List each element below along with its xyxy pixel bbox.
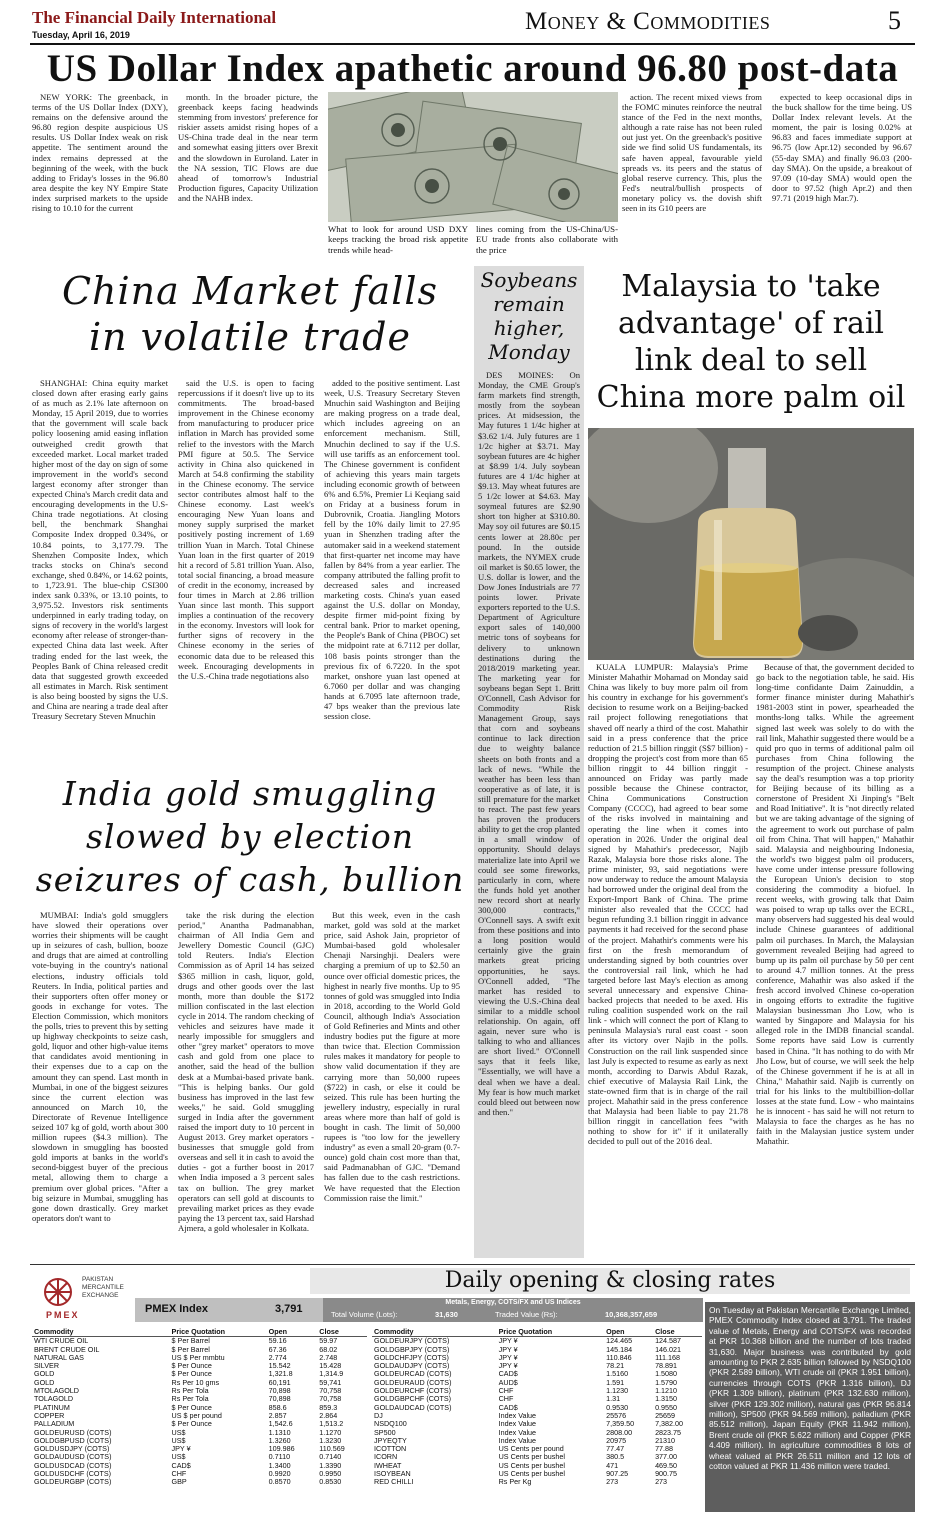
section-title: Money & Commodities — [525, 8, 771, 35]
table-cell: $ Per Barrel — [171, 1344, 210, 1354]
table-cell: 78.891 — [655, 1361, 678, 1371]
table-cell: Index Value — [498, 1419, 537, 1429]
table-cell: 15.542 — [268, 1361, 291, 1371]
table-cell: GOLD — [34, 1377, 55, 1387]
table-cell: GOLD — [34, 1369, 55, 1379]
table-cell: 78.21 — [606, 1361, 625, 1371]
table-cell: $ Per Barrel — [171, 1336, 210, 1346]
table-cell: 1.5080 — [655, 1369, 678, 1379]
table-cell: 15.428 — [319, 1361, 342, 1371]
table-cell: GOLDEURJPY (COTS) — [374, 1336, 450, 1346]
table-cell: 77.47 — [606, 1444, 625, 1454]
table-cell: 25659 — [655, 1410, 676, 1420]
table-cell: IWHEAT — [374, 1460, 402, 1470]
table-cell: GOLDUSDCHF (COTS) — [34, 1469, 112, 1479]
table-cell: 0.9530 — [606, 1402, 629, 1412]
table-cell: 1.1270 — [319, 1427, 342, 1437]
total-volume-label: Total Volume (Lots): — [331, 1310, 398, 1319]
soybeans-col: DES MOINES: On Monday, the CME Group's farm markets find strength, mostly from the soybean prices. At midsession, the May futures 1 1/4c higher at $3.62 1/4. July futures are 1 1/2c higher at $3.71. May soybean futures are 4c higher at $8.99 1/4. July soybean futures are 4 1/4c higher at $9.13. May wheat futures are 5 1/2c lower at $4.63. May soymeal futures are $2.90 short ton higher at $310.80. May soy oil futures are $0.15 cents lower at 28.80c per pound. In the outside markets, the NYMEX crude oil market is $0.65 lower, the U.S. dollar is lower, and the Dow Jones Industrials are 77 points lower. Private exporters reported to the U.S. Department of Agriculture export sales of 140,000 metric tons of soybeans for delivery to unknown destinations during the 2018/2019 marketing year. The marketing year for soybeans began Sept 1. Britt O'Connell, Cash Advisor for Commodity Risk Management Group, says that corn and soybeans continue to lack direction due to weighty balance sheets on both fronts and a lack of news. "While the weather has been less than cooperative as of late, it is still premature for the market to react. The past few years has proven the producers ability to get the crop planted in a small window of opportunity. Should delays materialize late into April we could see some fireworks, particularly in corn, where the funds hold yet another new record short at nearly 300,000 contracts," O'Connell says. A swift exit from these positions and into a long position would certainly give the grain markets great pricing opportunities, he says. O'Connell added, "The market has resided to viewing the U.S.-China deal similar to a middle school relationship. On again, off again, never sure who is talking to who and alliances are short lived." O'Connell says that it feels like, "Essentially, we will have a deal when we have a deal. My fear is how much market could bleed out between now and then." — [478, 370, 580, 1117]
table-cell: ICORN — [374, 1452, 398, 1462]
table-cell: GOLDCHFJPY (COTS) — [374, 1352, 449, 1362]
issue-date: Tuesday, April 16, 2019 — [32, 30, 130, 40]
table-row — [372, 1412, 702, 1420]
table-cell: 1,321.8 — [268, 1369, 293, 1379]
header-divider — [30, 43, 915, 45]
table-cell: CAD$ — [498, 1369, 518, 1379]
table-cell: 0.7110 — [268, 1452, 291, 1462]
table-cell: 25576 — [606, 1410, 627, 1420]
table-cell: JPY ¥ — [498, 1352, 518, 1362]
table-cell: 67.36 — [268, 1344, 287, 1354]
table-cell: 900.75 — [655, 1469, 678, 1479]
table-cell: 20975 — [606, 1435, 627, 1445]
total-volume-value: 31,630 — [435, 1310, 458, 1319]
col-header-close: Close — [317, 1328, 367, 1337]
table-cell: 1.3400 — [268, 1460, 291, 1470]
soybeans-headline: Soybeans remain higher, Monday — [480, 268, 578, 364]
table-cell: $ Per Ounce — [171, 1402, 212, 1412]
table-cell: 70,758 — [319, 1394, 342, 1404]
table-cell: AUD$ — [498, 1377, 518, 1387]
rates-table-left — [32, 1328, 367, 1487]
table-cell: GOLDAUDJPY (COTS) — [374, 1361, 450, 1371]
table-cell: 7,359.50 — [606, 1419, 635, 1429]
dollar-index-col-5: expected to keep occasional dips in the buck shallow for the time being. US Dollar Index relevant levels. At the moment, the pair is losing 0.02% at 96.83 and faces immediate support at 96.75 (low Apr.12) seconded by 96.67 (55-day SMA) and finally 96.03 (200-day SMA). On the upside, a breakout of 97.09 (10-day SMA) would open the door to 97.52 (high Apr.2) and then 97.71 (2019 high Mar.7). — [772, 92, 912, 203]
table-cell: Rs Per Tola — [171, 1386, 209, 1396]
table-cell: 2.748 — [319, 1352, 338, 1362]
table-cell: TOLAGOLD — [34, 1394, 74, 1404]
table-cell: Index Value — [498, 1410, 537, 1420]
table-cell: NSDQ100 — [374, 1419, 407, 1429]
table-cell: GOLDAUDCAD (COTS) — [374, 1402, 452, 1412]
pmex-index-label: PMEX Index — [145, 1303, 208, 1315]
table-cell: JPY ¥ — [171, 1444, 191, 1454]
table-cell: CHF — [498, 1394, 514, 1404]
table-cell: US $ Per mmbtu — [171, 1352, 225, 1362]
table-cell: 1.3150 — [655, 1394, 678, 1404]
india-gold-headline: India gold smuggling slowed by election seizures of cash, bullion — [35, 774, 465, 899]
table-cell: CAD$ — [498, 1402, 518, 1412]
table-cell: 21310 — [655, 1435, 676, 1445]
table-cell: 273 — [606, 1477, 619, 1487]
col-header-commodity: Commodity — [32, 1328, 170, 1337]
table-cell: CHF — [498, 1386, 514, 1396]
table-cell: 68.02 — [319, 1344, 338, 1354]
table-cell: 1.5790 — [655, 1377, 678, 1387]
col-header-price-quotation: Price Quotation — [170, 1328, 267, 1337]
table-cell: 0.9920 — [268, 1469, 291, 1479]
table-cell: ISOYBEAN — [374, 1469, 411, 1479]
table-cell: US$ — [171, 1427, 186, 1437]
table-cell: GBP — [171, 1477, 187, 1487]
table-cell: NATURAL GAS — [34, 1352, 84, 1362]
dollar-index-caption-right: lines coming from the US-China/US-EU trade fronts also collaborate with the price — [476, 224, 618, 255]
bar-heading: Metals, Energy, COTS/FX and US Indices — [445, 1299, 581, 1306]
dollar-bills-photo — [328, 92, 618, 222]
china-market-col-2: said the U.S. is open to facing repercussions if it doesn't live up to its commitments. The broad-based improvement in the Chinese economy from manufacturing to producer price inflation in March has provided some relief to the investors with the March PMI figure at 50.5. The Service activity in China also quickened in March at 54.8 confirming the stability in the Chinese economy. The service sector contributes almost half to the Chinese economy. Last week's encouraging New Yuan loans and money supply surprised the market positively posting increment of 1.69 trillion Yuan in March. Total Chinese Yuan loan in the first quarter of 2019 hit a record of 5.81 trillion Yuan. Also, total social financing, a broad measure of credit in the economy, increased by four times in March at 2.86 trillion Yuan since last month. This support implies a continuation of the recovery in the economy. Investors will look for further signs of recovery in the Chinese economy in the series of economic data due to be released this week. Encouraging developments in the U.S.-China trade negotiations also — [178, 378, 314, 681]
table-row — [372, 1478, 702, 1486]
table-cell: GOLDEURGBP (COTS) — [34, 1477, 112, 1487]
table-row — [32, 1478, 367, 1486]
table-cell: GOLDGBPJPY (COTS) — [374, 1344, 450, 1354]
china-market-col-1: SHANGHAI: China equity market closed down after erasing early gains of as much as 2.1% late afternoon on Monday, 15 April 2019, due to worries that the government will scale back policy loosening amid easing inflation outweighed credit growth that exceeded market. Local market traded higher most of the day on sign of some improvement in the world's second largest economy after stronger than expected China's March credit data and encouraging developments in the U.S-China trade negotiations. At closing bell, the benchmark Shanghai Composite Index dropped 0.34%, or 10.84 points, to 3,177.79. The Shenzhen Composite Index, which tracks stocks on China's second exchange, shed 0.84%, or 14.62 points, to 1,723.91. The blue-chip CSI300 index sank 0.33%, or 13.10 points, to 3,975.52. Investors risk sentiments underpinned in early trading today, on signs of recovery in the world's largest economy after release of stronger-than-expected China data last week. After trading ended for the last week, the Peoples Bank of China released credit data that suggested growth exceeded all estimates in March. Risk sentiment is also being boosted by signs the U.S. and China are nearing a trade deal after Treasury Secretary Steven Mnuchin — [32, 378, 168, 722]
table-cell: 907.25 — [606, 1469, 629, 1479]
malaysia-headline: Malaysia to 'take advantage' of rail link deal to sell China more palm oil — [596, 269, 906, 415]
table-cell: 1.5160 — [606, 1369, 629, 1379]
table-cell: 124.587 — [655, 1336, 682, 1346]
pmex-logo-abbr: PMEX — [46, 1310, 80, 1320]
table-cell: 1,314.9 — [319, 1369, 344, 1379]
table-cell: 1.31 — [606, 1394, 621, 1404]
table-cell: 70,758 — [319, 1386, 342, 1396]
table-cell: SILVER — [34, 1361, 60, 1371]
india-gold-col-2: take the risk during the election period," Anantha Padmanabhan, chairman of All India Gem and Jewellery Domestic Council (GJC) told Reuters. India's Election Commission as of April 14 has seized $365 million in cash, liquor, gold, drugs and other goods over the last month, more than double the $172 million confiscated in the last election cycle in 2014. The random checking of vehicles and seizures have made it nearly impossible for smugglers and other "grey market" operators to move cash and gold from one place to another, said the head of the bullion desk at a Mumbai-based private bank. "This is helping banks. Our gold business has improved in the last few weeks," he said. Gold smuggling surged in India after the government raised the import duty to 10 percent in August 2013. Grey market operators - businesses that smuggle gold from overseas and sell it in cash to avoid the duties - got a further boost in 2017 when India imposed a 3 percent sales tax on bullion. The grey market operators can sell gold at discounts to prevailing market prices as they evade paying the 13 percent tax, said Harshad Ajmera, a gold wholesaler in Kolkata. — [178, 910, 314, 1233]
table-row — [372, 1420, 702, 1428]
table-cell: GOLDGBPUSD (COTS) — [34, 1435, 112, 1445]
table-cell: PLATINUM — [34, 1402, 70, 1412]
table-cell: 109.986 — [268, 1444, 295, 1454]
table-row — [372, 1470, 702, 1478]
pmex-index-value: 3,791 — [275, 1303, 303, 1315]
table-cell: WTI CRUDE OIL — [34, 1336, 89, 1346]
table-cell: JPY ¥ — [498, 1344, 518, 1354]
table-cell: 77.88 — [655, 1444, 674, 1454]
table-cell: BRENT CRUDE OIL — [34, 1344, 100, 1354]
table-cell: GOLDUSDJPY (COTS) — [34, 1444, 110, 1454]
traded-value-label: Traded Value (Rs): — [495, 1310, 558, 1319]
table-cell: RED CHILLI — [374, 1477, 414, 1487]
table-cell: Index Value — [498, 1427, 537, 1437]
newspaper-name: The Financial Daily International — [32, 8, 277, 27]
table-cell: US$ — [171, 1452, 186, 1462]
table-cell: 0.8530 — [319, 1477, 342, 1487]
traded-value-value: 10,368,357,659 — [605, 1310, 658, 1319]
table-cell: MTOLAGOLD — [34, 1386, 79, 1396]
table-cell: 0.8570 — [268, 1477, 291, 1487]
table-cell: DJ — [374, 1410, 383, 1420]
table-cell: 1.3230 — [319, 1435, 342, 1445]
table-cell: 59,741 — [319, 1377, 342, 1387]
table-cell: 2823.75 — [655, 1427, 682, 1437]
table-cell: Rs Per 10 gms — [171, 1377, 220, 1387]
dollar-index-headline: US Dollar Index apathetic around 96.80 post-data — [46, 47, 899, 90]
table-cell: 7,382.00 — [655, 1419, 684, 1429]
dollar-index-col-2: month. In the broader picture, the greenback keeps facing headwinds stemming from investors' preference for riskier assets amidst rising hopes of a US-China trade deal in the near term and somewhat easing jitters over Brexit and the slowdown in Euroland. Later in the NA session, TIC Flows are due ahead of tomorrow's Industrial Production figures, Capacity Utilization and the NAHB index. — [178, 92, 318, 203]
table-cell: 273 — [655, 1477, 668, 1487]
table-cell: GOLDEURCHF (COTS) — [374, 1386, 452, 1396]
table-cell: 380.5 — [606, 1452, 625, 1462]
table-cell: Rs Per Kg — [498, 1477, 532, 1487]
table-cell: 146.021 — [655, 1344, 682, 1354]
table-cell: 377.00 — [655, 1452, 678, 1462]
palm-oil-bottle-photo — [588, 428, 914, 660]
table-cell: 0.9950 — [319, 1469, 342, 1479]
col-header-commodity: Commodity — [372, 1328, 497, 1337]
col-header-open: Open — [267, 1328, 318, 1337]
table-cell: US $ per pound — [171, 1410, 222, 1420]
table-cell: 1.1210 — [655, 1386, 678, 1396]
table-cell: $ Per Ounce — [171, 1369, 212, 1379]
table-cell: 110.569 — [319, 1444, 345, 1454]
table-cell: GOLDEURUSD (COTS) — [34, 1427, 112, 1437]
table-cell: US Cents per bushel — [498, 1452, 565, 1462]
table-cell: 60,191 — [268, 1377, 291, 1387]
table-cell: 1,542.6 — [268, 1419, 293, 1429]
col-header-price-quotation: Price Quotation — [497, 1328, 605, 1337]
table-cell: SP500 — [374, 1427, 396, 1437]
dollar-index-col-1: NEW YORK: The greenback, in terms of the US Dollar Index (DXY), remains on the defensive around the 96.80 region despite auspicious US results. US Dollar Index weak on risk appetite. The sentiment around the index remains depressed at the beginning of the week, with the buck adding to Friday's losses in the 96.80 area despite the key NY Empire State index surprised markets to the upside rising to 10.10 for the current — [32, 92, 168, 214]
table-cell: US Cents per bushel — [498, 1460, 565, 1470]
table-cell: CHF — [171, 1469, 187, 1479]
table-cell: US$ — [171, 1435, 186, 1445]
table-cell: GOLDAUDUSD (COTS) — [34, 1452, 112, 1462]
table-cell: 1.1310 — [268, 1427, 291, 1437]
table-cell: JPY ¥ — [498, 1361, 518, 1371]
table-cell: 858.6 — [268, 1402, 287, 1412]
malaysia-col-1: KUALA LUMPUR: Malaysia's Prime Minister Mahathir Mohamad on Monday said China was likely to buy more palm oil from his country in exchange for his government's decision to resume work on a Beijing-backed rail project following renegotiations that shaved off nearly a third of the cost. Mahathir said in a press conference that the price reduction of 21.5 billion ringgit (S$7 billion) - dropping the project's cost from more than 65 billion ringgit to 44 billion ringgit - announced on Friday was partly made possible because the Chinese contractor, China Communications Construction Company (CCCC), had agreed to bear some of the risks involved in maintaining and operating the line when it comes into operation in 2026. Under the original deal signed by Mahathir's predecessor, Najib Razak, Malaysia bore those risks alone. The prime minister, 93, said negotiations were now underway to reduce the amount Malaysia had borrowed under the original deal from the Export-Import Bank of China. The prime minister also revealed that the CCCC had begun refunding 3.1 billion ringgit in advance payments it had received for the second phase of the project. Mahathir's comments were his first on the fresh memorandum of understanding signed by both countries over the controversial rail link, which he had targeted before last May's election as among several unnecessary and expensive China-backed projects that needed to be axed. His ruling coalition suspended work on the rail link - which will connect the port of Klang to peninsula Malaysia's rural east coast - soon after its victory over Najib in the polls. Construction on the rail link suspended since last July is expected to resume as early as next month, according to Darwis Abdul Razak, chief executive of Malaysia Rail Link, the state-owned firm that is in charge of the rail project. Mahathir said in the press conference that Malaysia had been liable to pay 21.78 billion ringgit in cancellation fees "with nothing to show for it" if it unilaterally decided to pull out of the 2016 deal. — [588, 662, 748, 1147]
table-cell: JPY ¥ — [498, 1336, 518, 1346]
pmex-index-bar — [135, 1298, 703, 1322]
pmex-logo-text: PAKISTAN MERCANTILE EXCHANGE — [82, 1276, 124, 1299]
table-cell: 2.857 — [268, 1410, 287, 1420]
table-cell: GOLDEURAUD (COTS) — [374, 1377, 452, 1387]
table-cell: 145.184 — [606, 1344, 633, 1354]
col-header-open: Open — [604, 1328, 653, 1337]
rates-title: Daily opening & closing rates — [310, 1268, 910, 1294]
table-cell: 59.16 — [268, 1336, 287, 1346]
dollar-index-col-4: action. The recent mixed views from the FOMC minutes reinforce the neutral stance of the Fed in the next months, although a rate raise has not been ruled out just yet. On the greenback's positive side we find solid US fundamentals, its safe haven appeal, favourable yield spreads vs. its peers and the status of global reserve currency. This, plus the Fed's neutral/bullish prospects of monetary policy vs. the dovish shift seen in its G10 peers are — [622, 92, 762, 214]
page-number: 5 — [888, 6, 901, 35]
table-cell: GOLDEURCAD (COTS) — [374, 1369, 452, 1379]
table-cell: CAD$ — [171, 1460, 191, 1470]
table-cell: 1.3390 — [319, 1460, 342, 1470]
table-cell: PALLADIUM — [34, 1419, 75, 1429]
table-cell: COPPER — [34, 1410, 65, 1420]
table-cell: 469.50 — [655, 1460, 678, 1470]
table-cell: 0.9550 — [655, 1402, 678, 1412]
table-cell: 1.591 — [606, 1377, 625, 1387]
col-header-close: Close — [653, 1328, 702, 1337]
table-cell: 70,898 — [268, 1394, 291, 1404]
table-cell: 1,513.2 — [319, 1419, 344, 1429]
table-cell: Rs Per Tola — [171, 1394, 209, 1404]
table-cell: 2.864 — [319, 1410, 338, 1420]
table-cell: 124.465 — [606, 1336, 633, 1346]
table-cell: 70,898 — [268, 1386, 291, 1396]
table-cell: 859.3 — [319, 1402, 338, 1412]
pmex-summary-box: On Tuesday at Pakistan Mercantile Exchange Limited, PMEX Commodity Index closed at 3,791. The traded value of Metals, Energy and COTS/FX was recorded at PKR 10.368 billion and the number of lots traded 31,630. Major business was contributed by gold amounting to PKR 2.635 billion followed by NSDQ100 (PKR 2.589 billion), WTI crude oil (PKR 1.951 billion), currencies through COTS (PKR 1.316 billion), DJ (PKR 1.309 billion), platinum (PKR 132.630 million), silver (PKR 129.302 million), natural gas (PKR 96.814 million), SP500 (PKR 94.569 million), palladium (PKR 85.512 million), Japan Equity (PKR 11.942 million), Brent crude oil (PKR 5.622 million) and Copper (PKR 4.409 million). In agriculture commodities 8 lots of wheat valued at PKR 26.511 million and 12 lots of cotton valued at PKR 11.436 million were traded. — [705, 1302, 915, 1512]
table-cell: ICOTTON — [374, 1444, 407, 1454]
china-market-headline: China Market falls in volatile trade — [61, 269, 439, 359]
table-row — [372, 1429, 702, 1437]
table-cell: JPYEQTY — [374, 1435, 407, 1445]
china-market-col-3: added to the positive sentiment. Last week, U.S. Treasury Secretary Steven Mnuchin said Washington and Beijing are making progress on a trade deal, which includes agreeing on an enforcement mechanism. Still, Mnuchin declined to say if the U.S. will use tariffs as an enforcement tool. The Chinese government is confident of achieving this years main targets including economic growth of between 6% and 6.5%, Premier Li Keqiang said on Friday at a business forum in Dubrovnik, Croatia. Jiangling Motors fell by the 10% daily limit to 27.95 yuan in Shenzhen trading after the automaker said in a weekend statement that first-quarter net income may have fallen by 84% from a year earlier. The company attributed the falling profit to decreased sales and increased marketing costs. China's yuan eased against the U.S. dollar on Monday, despite firmer mid-point fixing by central bank. Prior to market opening, the People's Bank of China (PBOC) set the midpoint rate at 6.7112 per dollar, 108 basis points stronger than the previous fix of 6.7220. In the spot market, onshore yuan last opened at 6.7060 per dollar and was changing hands at 6.7095 late afternoon trade, 47 bps weaker than the previous late session close. — [324, 378, 460, 722]
table-cell: US Cents per pound — [498, 1444, 564, 1454]
pmex-logo — [36, 1270, 128, 1324]
table-cell: GOLDGBPCHF (COTS) — [374, 1394, 452, 1404]
table-cell: 0.7140 — [319, 1452, 342, 1462]
table-row — [372, 1404, 702, 1412]
dollar-index-caption-left: What to look for around USD DXY keeps tracking the broad risk appetite trends while head- — [328, 224, 468, 255]
table-cell: 111.168 — [655, 1352, 680, 1362]
india-gold-col-1: MUMBAI: India's gold smugglers have slowed their operations over worries their shipments will be caught up in seizures of cash, bullion, booze and drugs that are aimed at controlling vote-buying in the country's national elections, industry officials told Reuters. In India, political parties and their supporters often offer money or goods in exchange for votes. The Election Commission, which monitors the polls, tries to prevent this by setting up highway checkpoints to seize cash, gold, liquor and other high-value items that candidates avoid mentioning in their expenses due to a cap on the amount they can spend. Last month in Mumbai, in one of the biggest seizures since the current election was announced on March 10, the Directorate of Revenue Intelligence seized 107 kg of gold, worth about 300 million rupees ($4.3 million). The slowdown in smuggling has boosted gold imports at banks in the world's second-biggest buyer of the precious metal, allowing them to charge a premium over global prices. "After a big seizure in Mumbai, smuggling has gone down drastically. Grey market operators don't want to — [32, 910, 168, 1223]
table-cell: 1.3260 — [268, 1435, 291, 1445]
rates-table-right — [372, 1328, 702, 1487]
table-cell: 1.1230 — [606, 1386, 629, 1396]
table-cell: $ Per Ounce — [171, 1419, 212, 1429]
table-cell: 2.774 — [268, 1352, 287, 1362]
table-cell: 110.846 — [606, 1352, 632, 1362]
malaysia-col-2: Because of that, the government decided to go back to the negotiation table, he said. His long-time confidante Daim Zainuddin, a former finance minister during Mahathir's 1981-2003 stint in power, spearheaded the months-long talks. While the agreement signed last week was solely to do with the rail link, Mahathir suggested there would be a quid pro quo in terms of additional palm oil purchases from China following the resumption of the project. Chinese analysts say the deal's resumption was a top priority for Beijing because of its billing as a cornerstone of President Xi Jinping's "Belt and Road Initiative". It is "not directly related but we are taking advantage of the signing of the agreement to work out purchase of palm oil from China. That will happen," Mahathir said. Malaysia and neighbouring Indonesia, the world's two biggest palm oil producers, have come under intense pressure following the European Union's decision to stop considering the commodity a biofuel. In recent weeks, with growing talk that Daim was poised to wrap up talks over the ECRL, many observers had suggested his deal would include Chinese guarantees of additional palm oil purchases. In March, the Malaysian government revealed Beijing had agreed to bump up its palm oil purchase by 50 per cent to around 4.7 million tonnes. At the press conference, Mahathir was also asked if the fresh accord involved Chinese co-operation in ongoing efforts to extradite the fugitive Malaysian businessman Jho Low, who is wanted by Singapore and Malaysia for his alleged role in the IMDB financial scandal. Some reports have said Low is currently based in China. "It has nothing to do with Mr Jho Low, but of course, we will seek the help of the Chinese government if he is at all in China," Mahathir said. Najib is currently on trial for his links to the multibillion-dollar losses at the state fund. Low - who maintains he is innocent - has said he will not return to Malaysia to face the charges as he has no faith in the Malaysian justice system under Mahathir. — [756, 662, 914, 1147]
table-cell: US Cents per bushel — [498, 1469, 565, 1479]
rates-divider — [30, 1264, 915, 1265]
table-cell: 2808.00 — [606, 1427, 633, 1437]
table-cell: $ Per Ounce — [171, 1361, 212, 1371]
table-cell: 59.97 — [319, 1336, 338, 1346]
table-cell: 471 — [606, 1460, 619, 1470]
india-gold-col-3: But this week, even in the cash market, gold was sold at the market price, said Ashok Jain, proprietor of Mumbai-based gold wholesaler Chenaji Narsinghji. Dealers were charging a premium of up to $2.50 an ounce over official domestic prices, the highest in nearly five months. Up to 95 tonnes of gold was smuggled into India in 2018, according to the World Gold Council, although India's Association of Gold Refineries and Mints and other industry bodies put the figure at more than twice that. Election Commission rules makes it mandatory for people to show valid documentation if they are carrying more than 50,000 rupees ($722) in cash, or else it could be seized. This rule has been hurting the jewellery industry, especially in rural areas where more than half of gold is bought in cash. The limit of 50,000 rupees is "too low for the jewellery industry" as even a small 20-gram (0.7-ounce) gold chain cost more than that, said Padmanabhan of GJC. "Demand has fallen due to the cash restrictions. We have requested that the Election Commission raise the limit." — [324, 910, 460, 1203]
table-cell: GOLDUSDCAD (COTS) — [34, 1460, 112, 1470]
table-cell: Index Value — [498, 1435, 537, 1445]
